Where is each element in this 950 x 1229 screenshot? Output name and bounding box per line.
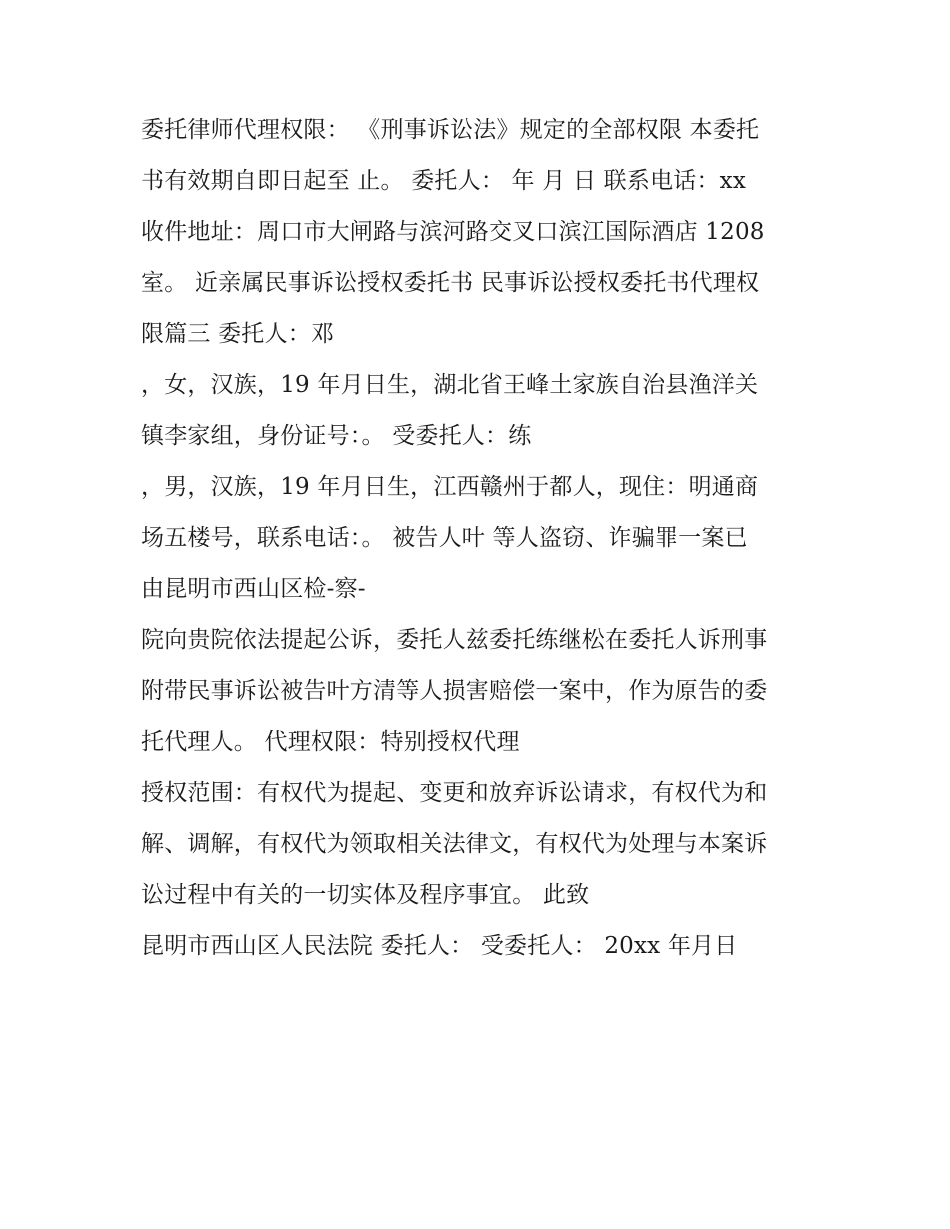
text-line: 限篇三 委托人：邓: [141, 321, 335, 347]
text-line: 由昆明市西山区检-察-: [141, 576, 366, 602]
text-line: ，男，汉族，19 年月日生，江西赣州于都人，现住：明通商: [141, 474, 759, 500]
text-line: 授权范围：有权代为提起、变更和放弃诉讼请求，有权代为和: [141, 780, 768, 806]
text-line: 讼过程中有关的一切实体及程序事宜。 此致: [141, 882, 590, 908]
text-line: 托代理人。 代理权限：特别授权代理: [141, 729, 520, 755]
text-line: 委托律师代理权限： 《刑事诉讼法》规定的全部权限 本委托: [141, 117, 760, 143]
text-line: 附带民事诉讼被告叶方清等人损害赔偿一案中，作为原告的委: [141, 678, 768, 704]
text-line: 场五楼号，联系电话：。 被告人叶 等人盗窃、诈骗罪一案已: [141, 525, 748, 551]
text-line: 室。 近亲属民事诉讼授权委托书 民事诉讼授权委托书代理权: [141, 270, 760, 296]
text-line: 昆明市西山区人民法院 委托人： 受委托人： 20xx 年月日: [141, 933, 738, 959]
document-body: [141, 105, 831, 972]
text-line: 院向贵院依法提起公诉，委托人兹委托练继松在委托人诉刑事: [141, 627, 768, 653]
text-line: 镇李家组，身份证号：。 受委托人：练: [141, 423, 532, 449]
text-line: 书有效期自即日起至 止。 委托人： 年 月 日 联系电话：xx: [141, 168, 747, 194]
text-line: 收件地址：周口市大闸路与滨河路交叉口滨江国际酒店 1208: [141, 219, 765, 245]
text-line: ，女，汉族，19 年月日生，湖北省王峰土家族自治县渔洋关: [141, 372, 759, 398]
text-line: 解、调解，有权代为领取相关法律文，有权代为处理与本案诉: [141, 831, 768, 857]
